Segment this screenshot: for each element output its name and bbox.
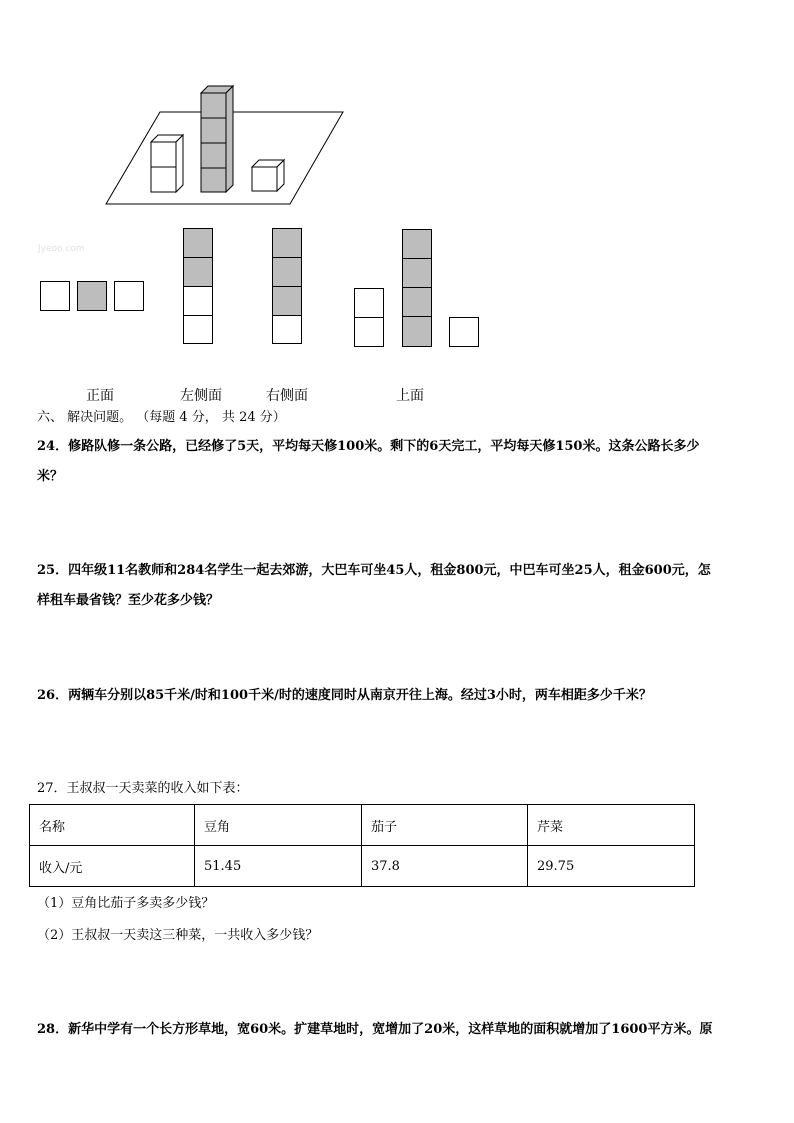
question-24-line-2: 米？: [37, 469, 64, 484]
table-cell: 37.8: [362, 846, 528, 887]
view-front: [40, 281, 144, 311]
question-27: 27．王叔叔一天卖菜的收入如下表：: [37, 781, 249, 796]
label-front: 正面: [86, 388, 114, 404]
income-table: [29, 804, 695, 887]
table-cell: 名称: [30, 805, 195, 846]
view-left: [183, 228, 213, 344]
watermark: Jyeoo.com: [38, 244, 85, 254]
question-28-line-1: 28．新华中学有一个长方形草地，宽60米。扩建草地时，宽增加了20米，这样草地的面积就增加了1600平方米。原: [37, 1022, 713, 1037]
label-top: 上面: [396, 388, 424, 404]
table-cell: 29.75: [528, 846, 695, 887]
single-cube: [252, 160, 284, 191]
left-cube-stack: [151, 135, 183, 192]
table-cell: 芹菜: [528, 805, 695, 846]
label-left-side: 左侧面: [180, 388, 222, 404]
view-top: [354, 229, 479, 347]
section-title: 六、 解决问题。 （每题 4 分， 共 24 分）: [37, 410, 286, 425]
question-27-sub-2: （2）王叔叔一天卖这三种菜，一共收入多少钱？: [37, 928, 319, 943]
label-right-side: 右侧面: [266, 388, 308, 404]
table-cell: 豆角: [195, 805, 362, 846]
table-row: [30, 846, 695, 887]
question-25-line-2: 样租车最省钱？至少花多少钱？: [37, 593, 220, 608]
tall-cube-stack: [201, 86, 233, 192]
cube-figure: [100, 80, 350, 210]
question-26: 26．两辆车分别以85千米/时和100千米/时的速度同时从南京开往上海。经过3小时，两车相距多少千米？: [37, 688, 652, 703]
table-row: [30, 805, 695, 846]
question-24-line-1: 24．修路队修一条公路，已经修了5天，平均每天修100米。剩下的6天完工，平均每天修150米。这条公路长多少: [37, 439, 700, 454]
question-27-sub-1: （1）豆角比茄子多卖多少钱？: [37, 896, 215, 911]
view-right: [272, 228, 302, 344]
table-cell: 收入/元: [30, 846, 195, 887]
table-cell: 茄子: [362, 805, 528, 846]
table-cell: 51.45: [195, 846, 362, 887]
question-25-line-1: 25．四年级11名教师和284名学生一起去郊游，大巴车可坐45人，租金800元，中巴车可坐25人，租金600元，怎: [37, 563, 711, 578]
